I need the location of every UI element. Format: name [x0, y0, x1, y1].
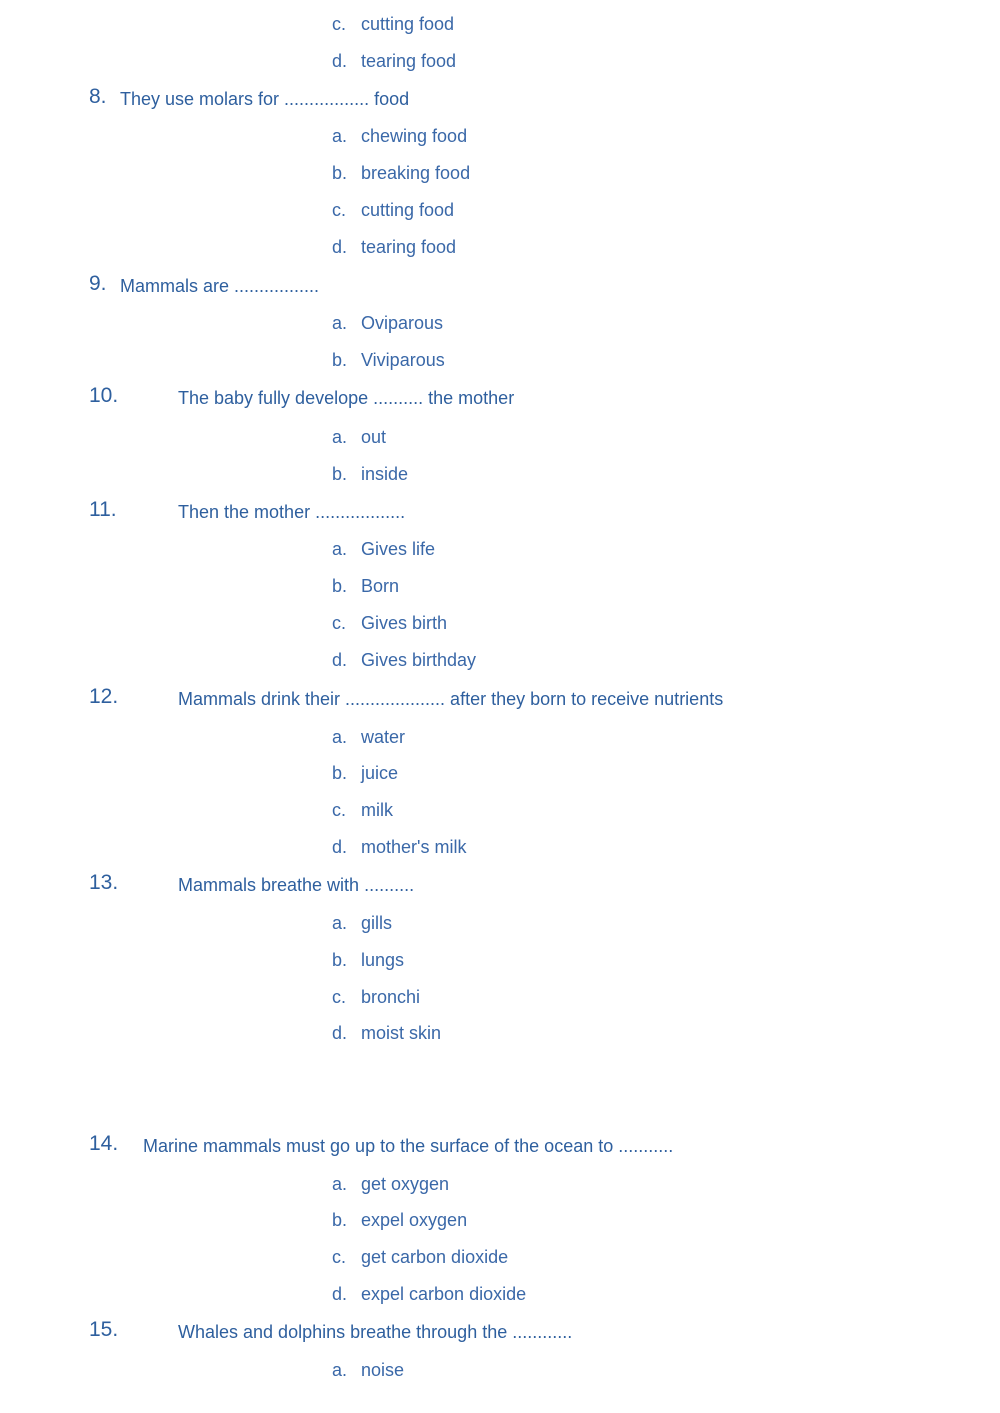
- answer-option: [0, 985, 1000, 1009]
- option-letter: a.: [332, 126, 348, 146]
- question-row: [0, 386, 1000, 410]
- question-number: 9.: [89, 272, 107, 295]
- answer-option: [0, 425, 1000, 449]
- answer-option: [0, 1208, 1000, 1232]
- option-text: get carbon dioxide: [361, 1247, 509, 1267]
- option-letter: b.: [332, 763, 348, 783]
- option-text: expel carbon dioxide: [361, 1284, 527, 1304]
- option-letter: a.: [332, 427, 348, 447]
- option-text: milk: [361, 800, 393, 820]
- option-letter: d.: [332, 1023, 348, 1043]
- option-text: noise: [361, 1360, 405, 1380]
- option-letter: b.: [332, 163, 348, 183]
- option-letter: d.: [332, 837, 348, 857]
- option-text: Oviparous: [361, 313, 444, 333]
- option-text: inside: [361, 464, 409, 484]
- option-text: Gives life: [361, 539, 436, 559]
- question-number: 8.: [89, 85, 107, 108]
- option-letter: c.: [332, 800, 347, 820]
- option-letter: d.: [332, 51, 348, 71]
- option-text: moist skin: [361, 1023, 442, 1043]
- question-row: [0, 1134, 1000, 1158]
- question-text: Marine mammals must go up to the surface of the ocean to ...........: [143, 1136, 674, 1156]
- question-row: [0, 873, 1000, 897]
- answer-option: [0, 537, 1000, 561]
- option-text: out: [361, 427, 387, 447]
- answer-option: [0, 911, 1000, 935]
- option-text: cutting food: [361, 200, 455, 220]
- option-letter: a.: [332, 539, 348, 559]
- option-letter: a.: [332, 1360, 348, 1380]
- option-text: tearing food: [361, 237, 457, 257]
- question-row: [0, 274, 1000, 298]
- option-text: juice: [361, 763, 399, 783]
- question-text: Then the mother ..................: [178, 502, 406, 522]
- option-letter: c.: [332, 1247, 347, 1267]
- option-letter: a.: [332, 313, 348, 333]
- question-number: 12.: [89, 685, 119, 708]
- option-letter: a.: [332, 1174, 348, 1194]
- option-text: lungs: [361, 950, 405, 970]
- answer-option: [0, 648, 1000, 672]
- question-number: 11.: [89, 498, 117, 521]
- answer-option: [0, 1282, 1000, 1306]
- option-letter: d.: [332, 650, 348, 670]
- answer-option: [0, 348, 1000, 372]
- answer-option: [0, 1021, 1000, 1045]
- option-text: get oxygen: [361, 1174, 450, 1194]
- option-letter: c.: [332, 613, 347, 633]
- answer-option: [0, 1245, 1000, 1269]
- option-letter: c.: [332, 14, 347, 34]
- answer-option: [0, 798, 1000, 822]
- question-text: They use molars for ................. food: [120, 89, 410, 109]
- answer-option: [0, 311, 1000, 335]
- option-letter: d.: [332, 237, 348, 257]
- option-text: tearing food: [361, 51, 457, 71]
- question-text: Mammals are .................: [120, 276, 320, 296]
- option-text: bronchi: [361, 987, 421, 1007]
- answer-option: [0, 761, 1000, 785]
- answer-option: [0, 835, 1000, 859]
- option-text: cutting food: [361, 14, 455, 34]
- question-text: Mammals breathe with ..........: [178, 875, 415, 895]
- option-text: chewing food: [361, 126, 468, 146]
- option-letter: b.: [332, 576, 348, 596]
- option-letter: a.: [332, 913, 348, 933]
- question-text: The baby fully develope .......... the mother: [178, 388, 515, 408]
- answer-option: [0, 462, 1000, 486]
- option-letter: b.: [332, 464, 348, 484]
- option-text: Viviparous: [361, 350, 445, 370]
- option-letter: c.: [332, 987, 347, 1007]
- question-row: [0, 1320, 1000, 1344]
- question-row: [0, 87, 1000, 111]
- question-number: 15.: [89, 1318, 119, 1341]
- option-text: water: [361, 727, 406, 747]
- option-letter: b.: [332, 950, 348, 970]
- answer-option: [0, 1172, 1000, 1196]
- answer-option: [0, 611, 1000, 635]
- option-text: gills: [361, 913, 393, 933]
- option-letter: d.: [332, 1284, 348, 1304]
- option-text: mother's milk: [361, 837, 467, 857]
- question-number: 14.: [89, 1132, 119, 1155]
- answer-option: [0, 124, 1000, 148]
- answer-option: [0, 49, 1000, 73]
- answer-option: [0, 725, 1000, 749]
- question-row: [0, 500, 1000, 524]
- answer-option: [0, 161, 1000, 185]
- option-text: Gives birthday: [361, 650, 477, 670]
- answer-option: [0, 948, 1000, 972]
- option-text: expel oxygen: [361, 1210, 468, 1230]
- question-row: [0, 687, 1000, 711]
- answer-option: [0, 198, 1000, 222]
- answer-option: [0, 1358, 1000, 1382]
- option-letter: b.: [332, 350, 348, 370]
- option-letter: c.: [332, 200, 347, 220]
- question-text: Mammals drink their .................... after they born to receive nutrients: [178, 689, 724, 709]
- option-text: Born: [361, 576, 400, 596]
- question-number: 10.: [89, 384, 119, 407]
- question-number: 13.: [89, 871, 119, 894]
- option-letter: a.: [332, 727, 348, 747]
- answer-option: [0, 12, 1000, 36]
- option-letter: b.: [332, 1210, 348, 1230]
- answer-option: [0, 235, 1000, 259]
- option-text: Gives birth: [361, 613, 448, 633]
- option-text: breaking food: [361, 163, 471, 183]
- question-text: Whales and dolphins breathe through the ............: [178, 1322, 573, 1342]
- answer-option: [0, 574, 1000, 598]
